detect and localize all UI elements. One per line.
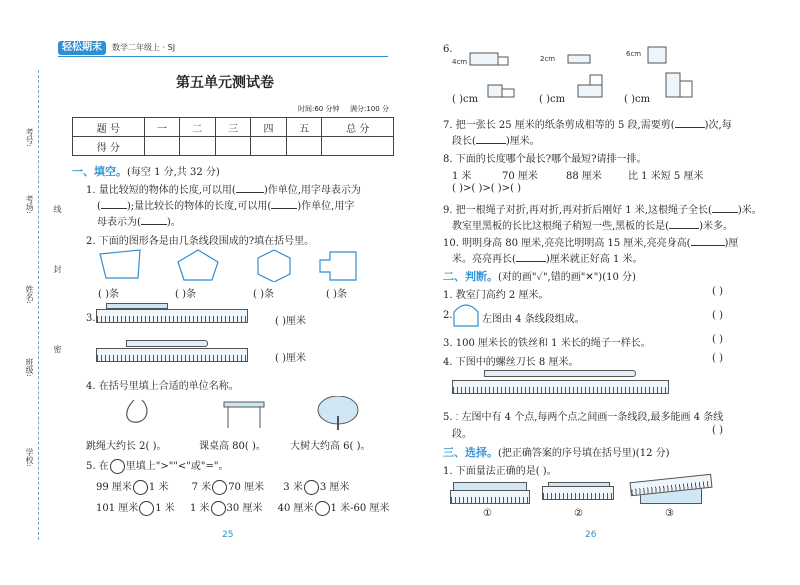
question-5: 5. 在 里填上">""<"或"="。 <box>86 461 229 472</box>
judge-item-5: 5. ⁚ 左图中有 4 个点,每两个点之间画一条线段,最多能画 4 条线 <box>443 412 724 423</box>
judge-item-1: 1. 教室门高约 2 厘米。 <box>443 290 549 301</box>
judge-answer-3[interactable]: ( ) <box>712 334 723 345</box>
question-1-line-3: 母表示为( )。 <box>97 217 181 228</box>
choice-question-1: 1. 下面量法正确的是( )。 <box>443 466 557 477</box>
page-number-right: 26 <box>585 530 597 540</box>
judge-item-5-tail: 段。 <box>452 429 472 440</box>
binding-mark-secret: 密 <box>53 345 62 353</box>
score-cell-empty[interactable] <box>286 137 322 156</box>
binding-label-class: 班级: <box>25 358 34 377</box>
q2-shapes <box>98 248 358 282</box>
subject-label: 数学二年级上 · SJ <box>112 43 176 52</box>
shape-quadrilateral <box>100 250 140 278</box>
q8-item-2: 70 厘米 <box>502 171 538 182</box>
shape-pentagon <box>178 250 218 280</box>
judge-answer-5[interactable]: ( ) <box>712 425 723 436</box>
time-limit: 时间:60 分钟 <box>298 105 340 113</box>
score-cell-empty[interactable] <box>144 137 180 156</box>
binding-mark-line: 线 <box>53 205 62 213</box>
cube-group-2 <box>568 55 602 97</box>
question-7-line-2: 段长( )厘米。 <box>452 136 540 147</box>
q8-item-3: 88 厘米 <box>566 171 602 182</box>
q3-pencil <box>126 340 208 347</box>
binding-dashed-line <box>38 70 39 540</box>
judge-answer-2[interactable]: ( ) <box>712 310 723 321</box>
compare-circle[interactable] <box>139 501 154 516</box>
q3-ruler-1 <box>96 309 248 323</box>
shape-irregular <box>320 252 356 280</box>
score-cell-empty[interactable] <box>215 137 251 156</box>
full-score: 满分:100 分 <box>350 105 389 113</box>
q6-label-3: 6cm <box>626 50 642 58</box>
question-6: 6. <box>443 44 453 55</box>
score-cell: 总 分 <box>322 118 394 137</box>
q2-answer-1: ( )条 <box>98 289 119 300</box>
score-cell-empty[interactable] <box>251 137 287 156</box>
judge-answer-4[interactable]: ( ) <box>712 353 723 364</box>
compare-circle[interactable] <box>304 480 319 495</box>
binding-label-exam-room: 考场: <box>25 195 34 214</box>
desk-icon <box>224 402 264 407</box>
judge-item-2-text: 左图由 4 条线段组成。 <box>482 314 585 325</box>
q2-answer-2: ( )条 <box>175 289 196 300</box>
q2-answer-3: ( )条 <box>253 289 274 300</box>
q6-answer-3: ( )cm <box>624 94 651 105</box>
brand-logo: 轻松期末 <box>58 41 106 55</box>
compare-circle[interactable] <box>212 480 227 495</box>
score-cell: 一 <box>144 118 180 137</box>
shape-hexagon <box>258 250 290 282</box>
question-10-line-1: 10. 明明身高 80 厘米,亮亮比明明高 15 厘米,亮亮身高( )厘 <box>443 238 739 249</box>
question-8: 8. 下面的长度哪个最长?哪个最短?请排一排。 <box>443 154 647 165</box>
judge-item-4: 4. 下图中的螺丝刀长 8 厘米。 <box>443 357 579 368</box>
score-cell: 四 <box>251 118 287 137</box>
section-1-note: (每空 1 分,共 32 分) <box>127 167 220 178</box>
cube-group-3 <box>648 47 692 97</box>
q8-item-1: 1 米 <box>452 171 472 182</box>
compare-circle-icon <box>110 459 125 474</box>
page-number-left: 25 <box>222 530 234 540</box>
score-cell: 得 分 <box>73 137 145 156</box>
score-cell: 题 号 <box>73 118 145 137</box>
question-1-line-2: ( );量比较长的物体的长度,可以用( )作单位,用字 <box>97 201 355 212</box>
section-3-title: 三、选择。(把正确答案的序号填在括号里)(12 分) <box>443 446 670 459</box>
q8-item-4: 比 1 米短 5 厘米 <box>628 171 704 182</box>
score-table <box>72 117 394 156</box>
q6-label-2: 2cm <box>540 55 556 63</box>
question-9-line-1: 9. 把一根绳子对折,再对折,再对折后刚好 1 米,这根绳子全长( )米。 <box>443 205 762 216</box>
section-3-note: (把正确答案的序号填在括号里)(12 分) <box>498 448 670 459</box>
score-table-header-row <box>73 118 394 137</box>
jump-rope-icon <box>127 400 147 422</box>
section-2-title: 二、判断。(对的画"✓",错的画"✕")(10 分) <box>443 270 636 283</box>
question-10-line-2: 米。亮亮再长( )厘米就正好高 1 米。 <box>452 254 643 265</box>
judge-2-shape <box>452 302 480 328</box>
section-2-note: (对的画"✓",错的画"✕")(10 分) <box>498 272 636 283</box>
compare-circle[interactable] <box>211 501 226 516</box>
q2-answer-4: ( )条 <box>326 289 347 300</box>
compare-circle[interactable] <box>133 480 148 495</box>
score-cell-empty[interactable] <box>180 137 216 156</box>
judge-4-ruler <box>452 380 669 394</box>
q4-item-2: 课桌高 80( )。 <box>199 441 266 452</box>
q4-item-1: 跳绳大约长 2( )。 <box>86 441 167 452</box>
header-rule <box>58 56 388 57</box>
screwdriver-icon <box>484 370 636 377</box>
choice-2-ruler <box>542 486 614 500</box>
binding-mark-seal: 封 <box>53 265 62 273</box>
question-2: 2. 下面的图形各是由几条线段围成的?填在括号里。 <box>86 236 315 247</box>
choice-option-3[interactable]: ③ <box>665 508 674 519</box>
q6-label-1: 4cm <box>452 58 468 66</box>
choice-1-ruler <box>450 490 530 504</box>
question-9-line-2: 教室里黑板的长比这根绳子稍短一些,黑板的长是( )米多。 <box>452 221 733 232</box>
score-cell: 五 <box>286 118 322 137</box>
choice-option-2[interactable]: ② <box>574 508 583 519</box>
score-table-score-row <box>73 137 394 156</box>
q6-answer-1: ( )cm <box>452 94 479 105</box>
page-title: 第五单元测试卷 <box>176 75 274 91</box>
q5-row-1: 99 厘米 1 米 7 米 70 厘米 3 米 3 厘米 <box>96 482 350 493</box>
compare-circle[interactable] <box>315 501 330 516</box>
q8-blanks: ( )>( )>( )>( ) <box>452 183 522 194</box>
question-7-line-1: 7. 把一张长 25 厘米的纸条剪成相等的 5 段,需要剪( )次,每 <box>443 120 732 131</box>
choice-option-1[interactable]: ① <box>483 508 492 519</box>
cube-group-1 <box>470 53 514 97</box>
question-3: 3. <box>86 313 96 324</box>
question-4: 4. 在括号里填上合适的单位名称。 <box>86 381 239 392</box>
question-1-line-1: 1. 量比较短的物体的长度,可以用( )作单位,用字母表示为 <box>86 185 361 196</box>
q6-answer-2: ( )cm <box>539 94 566 105</box>
score-cell: 二 <box>180 118 216 137</box>
q5-row-2: 101 厘米 1 米 1 米 30 厘米 40 厘米 1 米-60 厘米 <box>96 503 390 514</box>
section-1-title: 一、填空。(每空 1 分,共 32 分) <box>72 165 220 178</box>
binding-label-school: 学校: <box>25 448 34 467</box>
judge-item-3: 3. 100 厘米长的铁丝和 1 米长的绳子一样长。 <box>443 338 651 349</box>
q3-answer-1: ( )厘米 <box>275 316 306 327</box>
binding-label-name: 姓名: <box>25 285 34 304</box>
judge-answer-1[interactable]: ( ) <box>712 286 723 297</box>
judge-item-2: 2. <box>443 310 453 321</box>
binding-label-exam-no: 考号: <box>25 128 34 147</box>
q3-answer-2: ( )厘米 <box>275 353 306 364</box>
score-cell-empty[interactable] <box>322 137 394 156</box>
score-cell: 三 <box>215 118 251 137</box>
q6-cubes <box>448 45 718 105</box>
q3-ruler-2 <box>96 348 248 362</box>
q4-item-3: 大树大约高 6( )。 <box>290 441 371 452</box>
q4-images <box>120 396 380 432</box>
